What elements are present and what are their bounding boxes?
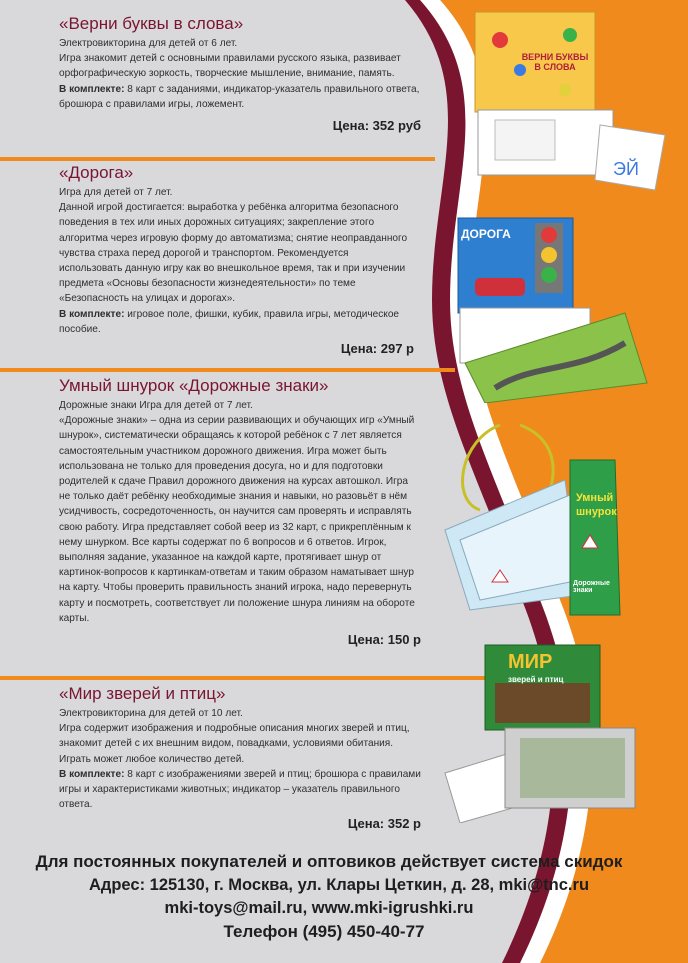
kit-text: 8 карт с заданиями, индикатор-указатель правильного ответа, брошюра с правилами игры, ложемент. <box>59 83 420 110</box>
product-subtitle: Электровикторина для детей от 6 лет. <box>59 38 238 49</box>
box-title-umny-shnurok-2: шнурок <box>576 506 617 518</box>
product-mir-zverey <box>59 684 421 831</box>
product-kit <box>59 767 421 813</box>
discount-notice: Для постоянных покупателей и оптовиков действует система скидок <box>35 852 623 871</box>
product-kit <box>59 82 421 112</box>
web-contacts: mki-toys@mail.ru, www.mki-igrushki.ru <box>164 899 474 917</box>
product-verni-bukvy <box>59 14 421 133</box>
kit-label: В комплекте: <box>59 308 125 320</box>
product-title: Умный шнурок «Дорожные знаки» <box>59 376 329 395</box>
box-title-mir-1: МИР <box>508 651 553 673</box>
product-kit <box>59 307 414 337</box>
kit-label: В комплекте: <box>59 83 125 95</box>
box-title-mir-2: зверей и птиц <box>508 675 564 684</box>
product-subtitle: Игра для детей от 7 лет. <box>59 187 173 198</box>
address-line: Адрес: 125130, г. Москва, ул. Клары Цеткин, д. 28, mki@tnc.ru <box>88 876 590 894</box>
product-subtitle: Электровикторина для детей от 10 лет. <box>59 708 243 719</box>
box-title-umny-shnurok-1: Умный <box>576 492 614 504</box>
product-price: Цена: 352 руб <box>332 118 421 134</box>
product-subtitle: Дорожные знаки Игра для детей от 7 лет. <box>59 400 253 411</box>
product-description: «Дорожные знаки» – одна из серии развивающих и обучающих игр «Умный шнурок», систематически обращаясь к которой ребёнок с 7 лет является самостоятельным участником дорожного движения. Игра может быть использована не только для проведения досуга, но и для подготовки родителей к сдаче Правил дорожного движения на курсах автошкол. Игра не только даёт ребёнку необходимые знания и навыки, но разовьёт в нём усидчивость, сосредоточенность, он научится сам проверять и исправлять свою работу. Игра представляет собой веер из 32 карт, с прикреплённым к нему шнурком. Все карты содержат по 6 вопросов и 6 ответов. Игрок, выполняя задание, указанное на каждой карте, протягивает шнур от картинок-вопросов к картинкам-ответам и таким образом наматывает шнур на карту. Чтобы проверить правильность знаний игрока, надо перевернуть карту и посмотреть, соответствует ли положение шнура линиям на обороте карты. <box>59 415 415 624</box>
product-title: «Верни буквы в слова» <box>59 14 244 33</box>
product-price: Цена: 352 р <box>347 816 421 832</box>
product-title: «Мир зверей и птиц» <box>59 684 226 703</box>
product-doroga <box>59 163 414 356</box>
product-title: «Дорога» <box>59 163 134 182</box>
product-description: Данной игрой достигается: выработка у ребёнка алгоритма безопасного поведения в тех или иных дорожных ситуациях; закрепление этого алгоритма через игровую форму до автоматизма; снятие неоправданного чувства страха перед дорогой и транспортом. Рекомендуется использовать данную игру как во внешкольное время, так и при изучении предмета «Основы безопасности жизнедеятельности» по теме «Безопасность на улицах и дорогах». <box>59 202 408 305</box>
product-price: Цена: 297 р <box>340 341 414 357</box>
contact-footer <box>0 852 688 942</box>
product-description: Игра знакомит детей с основными правилами русского языка, развивает орфографическую зоркость, творческие мышление, внимание, память. <box>59 53 401 80</box>
kit-text: игровое поле, фишки, кубик, правила игры, методическое пособие. <box>59 308 400 335</box>
svg-text:ЭЙ: ЭЙ <box>613 159 639 179</box>
kit-text: 8 карт с изображениями зверей и птиц; брошюра с правилами игры и характеристиками животных; индикатор – указатель правильного ответа. <box>59 768 421 811</box>
product-description: Игра содержит изображения и подробные описания многих зверей и птиц, знакомит детей с их внешним видом, повадками, условиями обитания. Играть может любое количество детей. <box>59 723 410 765</box>
kit-label: В комплекте: <box>59 768 125 780</box>
product-price: Цена: 150 р <box>347 632 421 648</box>
product-umny-shnurok <box>59 376 421 647</box>
phone-line: Телефон (495) 450-40-77 <box>223 922 425 941</box>
box-title-doroga: ДОРОГА <box>461 227 511 241</box>
box-title-verni-bukvy: ВЕРНИ БУКВЫ В СЛОВА <box>521 52 589 72</box>
box-subtitle-umny-shnurok: Дорожные знаки <box>573 580 610 594</box>
